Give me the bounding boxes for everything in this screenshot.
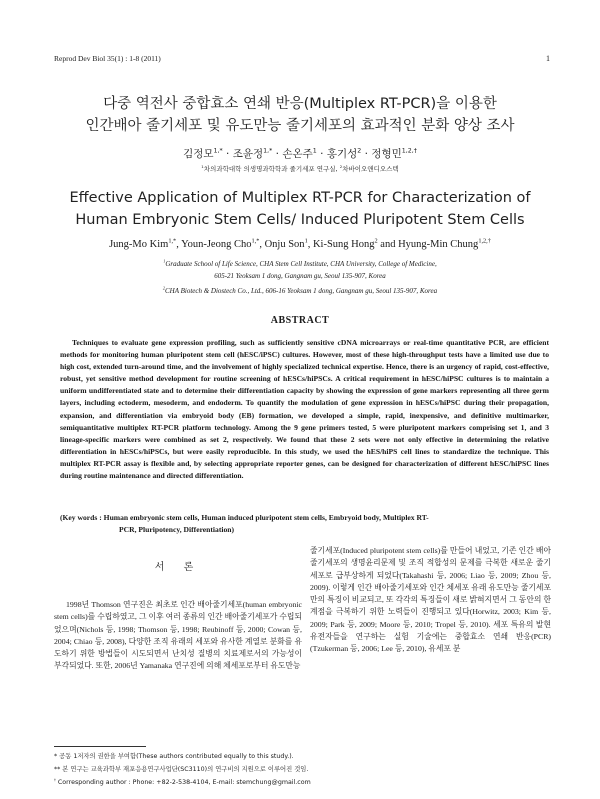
author-separator: · <box>320 148 324 160</box>
affiliation-line: CHA Biotech & Diostech Co., Ltd., 606-16 Yeoksam 1 dong, Gangnam gu, Seoul 135-907, Korea <box>164 287 438 295</box>
footnote-funding: ** 본 연구는 교육과학부 재포응용연구사업단(SC3110)의 연구비의 지원으로 이루어진 것임. <box>54 766 309 773</box>
author-separator: · <box>275 148 279 160</box>
author-affiliation-marker: 2 <box>357 147 362 155</box>
affiliation-line: Graduate School of Life Science, CHA Stem Cell Institute, CHA University, College of Medicine, <box>165 260 437 268</box>
affiliation-marker: 1 <box>163 258 166 264</box>
author-name: Hyung-Min Chung <box>398 239 479 250</box>
affiliation-text: 차바이오앤디오스텍 <box>342 165 399 173</box>
introduction-left-column: 1998년 Thomson 연구진은 최초로 인간 배아줄기세포(human embryonic stem cells)를 수립하였고, 그 이후 여러 종류의 인간 배아줄기세포가 수립되었으며(Nichols 등, 1998; Thomson 등, 1998; Reubinoff 등, 2000; Cowan 등, 2004; Chiao 등, 2008), 다양한 조직 유래의 세포와 유사한 계열로 분화를 유도하기 위한 방법들이 시도되면서 난치성 질병의 치료제로서의 가능성이 부각되었다. 또한, 2006년 Yamanaka 연구진에 의해 체세포로부터 유도만능 <box>54 600 302 671</box>
keywords-text-line-2: PCR, Pluripotency, Differentiation) <box>119 525 235 535</box>
author-name: 홍기성 <box>326 148 358 160</box>
korean-title <box>40 93 560 137</box>
korean-affiliations <box>40 164 560 173</box>
affiliation-text: 차의과학대학 의생명과학학과 줄기세포 연구실, <box>203 165 340 173</box>
author-affiliation-marker: 1,* <box>251 237 260 245</box>
footnote-corresponding-author <box>54 778 311 788</box>
author-affiliation-marker: 2 <box>374 237 378 245</box>
korean-author-list <box>40 146 560 161</box>
affiliation-marker: 2 <box>162 285 165 291</box>
keywords-label: (Key words : <box>60 513 104 522</box>
author-separator: · <box>364 148 368 160</box>
footnote-text: Corresponding author : Phone: +82-2-538-4104, E-mail: stemchung@gmail.com <box>55 779 311 786</box>
footnote-marker: † <box>54 776 56 782</box>
keywords-text-line-1: Human embryonic stem cells, Human induced pluripotent stem cells, Embryoid body, Multiplex RT- <box>103 513 429 522</box>
korean-title-line-2: 인간배아 줄기세포 및 유도만능 줄기세포의 효과적인 분화 양상 조사 <box>85 118 515 134</box>
introduction-heading: 서 론 <box>154 562 202 573</box>
english-affiliation-1-address: 605-21 Yeoksam 1 dong, Gangnam gu, Seoul 135-907, Korea <box>214 272 386 280</box>
author-affiliation-marker: 1,* <box>168 237 177 245</box>
author-affiliation-marker: 1,* <box>263 147 273 155</box>
abstract-body: Techniques to evaluate gene expression profiling, such as sufficiently sensitive cDNA microarrays or real-time quantitative PCR, are efficient methods for monitoring human pluripotent stem cell (hESC/iPSC) cultures. However, most of these high-throughput tests have a limited use due to high cost, extended turn-around time, and the involvement of highly specialized technical expertise. Hence, there is an urgency of rapid, cost-effective, robust, yet sensitive method development for routine screening of hESCs/hiPSCs. A critical requirement in hESC/hiPSC cultures is to maintain a uniform undifferentiated state and to determine their differentiation capacity by showing the expression of gene markers representing all three germ layers, including ectoderm, mesoderm, and endoderm. To quantify the modulation of gene expression in hESCs/hiPSC during their propagation, expansion, and differentiation via embryoid body (EB) formation, we developed a simple, rapid, inexpensive, and definitive multimarker, semiquantitative multiplex RT-PCR platform technology. Among the 9 gene primers tested, 5 were pluripotent markers comprising set 1, and 3 lineage-specific markers were combined as set 2, respectively. We found that these 2 sets were not only effective in determining the relative differentiation in hESCs/hiPSCs, but were easily reproducible. In this study, we used the hES/hiPS cell lines to standardize the technique. This multiplex RT-PCR assay is flexible and, by selecting appropriate reporter genes, can be designed for characterization of different hESC/hiPSC lines during routine maintenance and directed differentiation. <box>60 338 549 481</box>
author-affiliation-marker: 1,* <box>213 147 223 155</box>
introduction-right-column: 줄기세포(Induced pluripotent stem cells)를 만들어 내었고, 기존 인간 배아줄기세포의 생명윤리문제 및 조직 적합성의 문제를 극복한 새로운 줄기세포로 급부상하게 되었다(Takahashi 등, 2006; Liao 등, 2009; Zhou 등, 2009). 이렇게 인간 배아줄기세포와 인간 체세포 유래 유도만능 줄기세포만의 특징이 비교되고, 또 각각의 특징들이 새로 밝혀지면서 그 동안의 한계점을 극복하기 위한 노력들이 진행되고 있다(Horwitz, 2003; Kim 등, 2009; Park 등, 2009; Moore 등, 2010; Tropel 등, 2010). 세포 특유의 발현유전자들을 연구하는 실험 기술에는 중합효소 연쇄 반응(PCR) (Tzukerman 등, 2006; Lee 등, 2010), 유세포 분 <box>310 546 551 654</box>
korean-title-line-1: 다중 역전사 중합효소 연쇄 반응(Multiplex RT-PCR)을 이용한 <box>103 96 497 112</box>
abstract-heading: ABSTRACT <box>270 315 330 326</box>
english-title-line-1: Effective Application of Multiplex RT-PCR for Characterization of <box>69 190 531 206</box>
author-name: Youn-Jeong Cho <box>181 239 252 250</box>
author-name: 조윤정 <box>232 148 264 160</box>
author-name: 정형민 <box>371 148 402 160</box>
author-affiliation-marker: 1 <box>312 147 317 155</box>
footnote-equal-contribution: * 공동 1저자의 권한을 부여함(These authors contributed equally to this study.). <box>54 753 294 760</box>
author-affiliation-marker: 1,2,† <box>478 237 491 245</box>
page-number: 1 <box>546 54 550 63</box>
author-name: 손온주 <box>282 148 313 160</box>
author-name: Onju Son <box>264 239 305 250</box>
affiliation-marker: 1 <box>201 163 204 169</box>
english-affiliation-2 <box>40 285 560 298</box>
english-author-list: Jung-Mo Kim$^{1,*}$, Youn-Jeong Cho$^{1,*}$, Onju Son$^1$, Ki-Sung Hong$^2$ and Hyung-Min Chung$^{1,2,\dagger}$ <box>109 237 491 250</box>
author-affiliation-marker: 1,2,† <box>401 147 417 155</box>
footnote-divider <box>54 746 146 747</box>
affiliation-marker: 2 <box>339 163 343 169</box>
english-affiliation-1 <box>40 258 560 271</box>
english-title-line-2: Human Embryonic Stem Cells/ Induced Pluripotent Stem Cells <box>75 212 525 228</box>
journal-citation: Reprod Dev Biol 35(1) : 1-8 (2011) <box>54 54 161 63</box>
english-title <box>40 187 560 231</box>
author-name: Jung-Mo Kim <box>109 239 169 250</box>
author-affiliation-marker: 1 <box>304 237 308 245</box>
author-separator: · <box>226 148 230 160</box>
keywords <box>60 512 549 536</box>
author-name: 김정모 <box>183 148 214 160</box>
author-conjunction: and <box>377 239 399 250</box>
author-name: Ki-Sung Hong <box>312 239 375 250</box>
